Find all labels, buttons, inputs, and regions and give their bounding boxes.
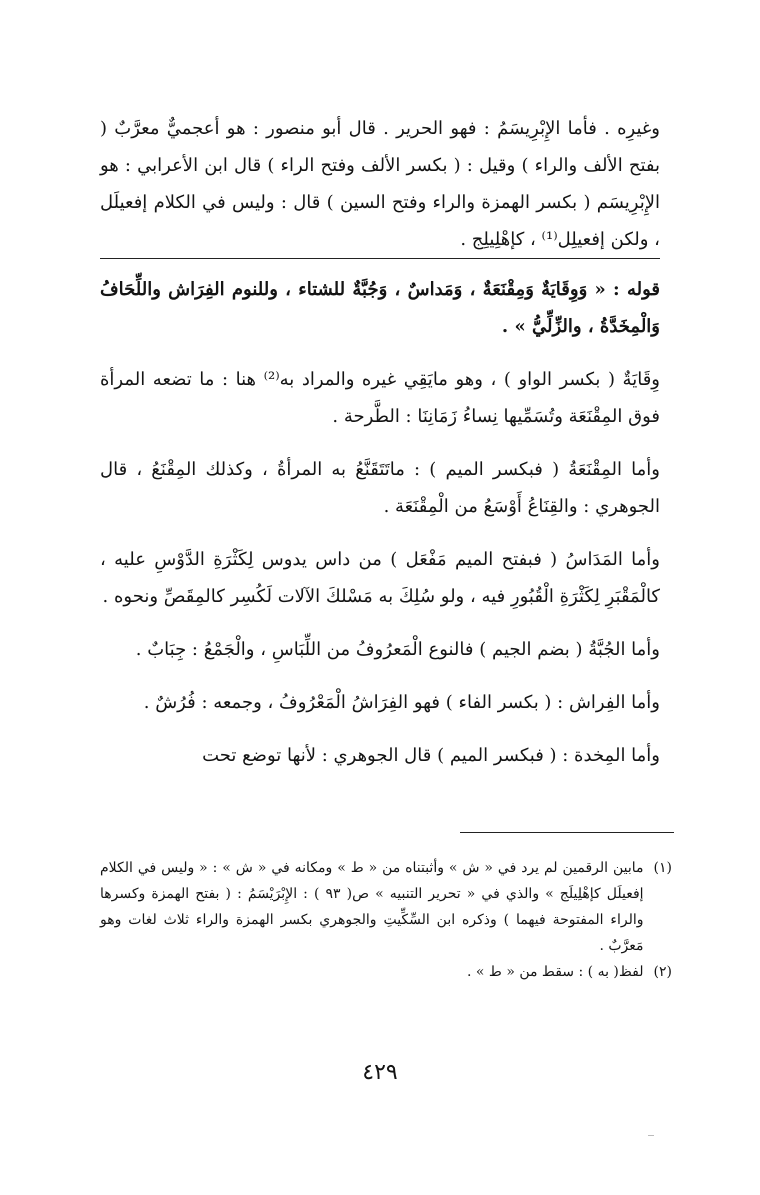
footnote-text: مابين الرقمين لم يرد في « ش » وأثبتناه من « ط » ومكانه في « ش » : « وليس في الكلام إفعيلَل كإهْلِيلَج » والذي في « تحرير التنبيه » ص( ٩٣ ) : الإِبْرَيْسَمُ : ( بفتح الهمزة وكسرها والراء المفتوحة فيهما ) وذكره ابن السِّكِّيتِ والجوهري بكسر الهمزة والراء ثلاث لغات وهو مَعرَّبٌ .	[100, 860, 644, 954]
paragraph-madas: وأما المَدَاسُ ( فبفتح الميم مَفْعَل ) من داس يدوس لِكَثْرَةِ الدَّوْسِ عليه ، كالْمَقْبَرِ لِكَثْرَةِ الْقُبُورِ فيه ، ولو سُلِكَ به مَسْلكَ الآلات لَكُسِر كالمِقَصِّ ونحوه .	[100, 549, 660, 607]
page-number: ٤٢٩	[362, 1060, 398, 1085]
paragraph-jubba: وأما الجُبَّةُ ( بضم الجيم ) فالنوع الْمَعرُوفُ من اللِّبَاسِ ، والْجَمْعُ : جِبَابٌ .	[135, 639, 660, 660]
paragraph-quote: قوله : « وَوِقَايَةٌ وَمِقْنَعَةٌ ، وَمَداسٌ ، وَجُبَّةٌ للشتاء ، وللنوم الفِرَاش واللِّحَافُ وَالْمِخَدَّةُ ، والزِّلِّيُّ » .	[100, 279, 660, 337]
paragraph-wiqaya: وِقَايَةٌ ( بكسر الواو ) ، وهو مايَقِي غيره والمراد به⁽²⁾ هنا : ما تضعه المرأة فوق المِقْنَعَة وتُسَمِّيها نِساءُ زَمَانِنَا : الطَّرحة .	[100, 369, 660, 427]
paragraph-separator	[100, 258, 660, 259]
paragraph-mikhadda: وأما المِخدة : ( فبكسر الميم ) قال الجوهري : لأنها توضع تحت	[202, 745, 660, 766]
footnote-number: (١)	[653, 860, 672, 876]
paragraph-ibrisam: وغيرِه . فأما الإِبْرِيسَمُ : فهو الحرير . قال أبو منصور : هو أعجميٌّ معرَّبٌ ( بفتح الألف والراء ) وقيل : ( بكسر الألف وفتح الراء ) قال ابن الأعرابي : هو الإِبْرِيسَم ( بكسر الهمزة والراء وفتح السين ) قال : وليس في الكلام إفعيلَل ، ولكن إفعيلِل⁽¹⁾ ، كإهْلِيلِج .	[100, 118, 660, 250]
footnote-number: (٢)	[653, 964, 672, 980]
paragraph-firash: وأما الفِراش : ( بكسر الفاء ) فهو الفِرَاشُ الْمَعْرُوفُ ، وجمعه : فُرُشٌ .	[143, 692, 660, 713]
main-text	[100, 110, 660, 790]
scan-mark	[648, 1135, 654, 1136]
footnote-separator	[460, 832, 674, 833]
paragraph-miqnaa: وأما المِقْنَعَةُ ( فبكسر الميم ) : ماتَتَقَنَّعُ به المرأةُ ، وكذلك المِقْنَعُ ، قال الجوهري : والقِنَاعُ أَوْسَعُ من الْمِقْنَعَة .	[100, 459, 660, 517]
footnote-text: لفظ( به ) : سقط من « ط » .	[467, 964, 644, 980]
footnote-item	[100, 855, 672, 959]
footnote-item	[100, 959, 672, 985]
footnotes	[100, 855, 672, 985]
